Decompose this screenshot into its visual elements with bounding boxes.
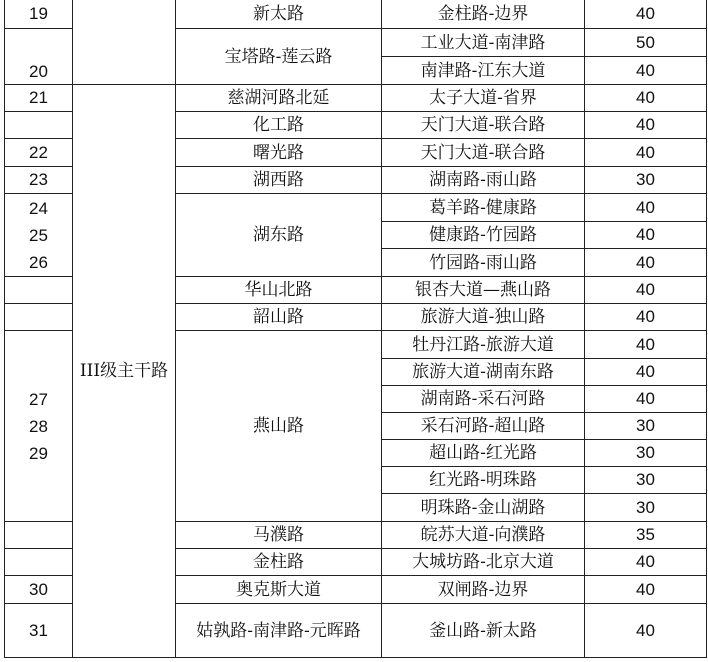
speed-limit: 40	[585, 386, 707, 413]
speed-limit: 40	[585, 249, 707, 277]
row-number: 25	[29, 225, 48, 245]
road-section: 南津路-江东大道	[382, 57, 585, 85]
road-section: 银杏大道—燕山路	[382, 277, 585, 304]
row-number	[5, 522, 73, 549]
road-section: 湖南路-采石河路	[382, 386, 585, 413]
road-name: 宝塔路-莲云路	[176, 29, 382, 85]
row-number	[5, 112, 73, 139]
row-number: 21	[5, 85, 73, 112]
road-name: 马濮路	[176, 522, 382, 549]
road-section: 旅游大道-独山路	[382, 304, 585, 331]
row-number-group	[5, 194, 73, 277]
road-section: 大城坊路-北京大道	[382, 549, 585, 576]
road-section: 工业大道-南津路	[382, 29, 585, 57]
road-section: 竹园路-雨山路	[382, 249, 585, 277]
road-section: 湖南路-雨山路	[382, 167, 585, 194]
row-number: 31	[5, 604, 73, 658]
road-section: 金柱路-边界	[382, 0, 585, 29]
road-section: 釜山路-新太路	[382, 604, 585, 658]
road-section: 葛羊路-健康路	[382, 194, 585, 222]
road-name: 韶山路	[176, 304, 382, 331]
speed-limit: 40	[585, 0, 707, 29]
row-number: 22	[5, 139, 73, 167]
road-name: 慈湖河路北延	[176, 85, 382, 112]
table-row	[5, 85, 707, 112]
road-name: 金柱路	[176, 549, 382, 576]
speed-limit: 40	[585, 222, 707, 249]
table-row	[5, 0, 707, 29]
speed-limit: 35	[585, 522, 707, 549]
road-name: 湖东路	[176, 194, 382, 277]
speed-limit: 30	[585, 494, 707, 522]
road-section: 健康路-竹园路	[382, 222, 585, 249]
speed-limit: 40	[585, 277, 707, 304]
row-number-group	[5, 331, 73, 522]
road-section: 牡丹江路-旅游大道	[382, 331, 585, 359]
row-number: 29	[29, 443, 48, 463]
speed-limit: 40	[585, 576, 707, 604]
row-number: 30	[5, 576, 73, 604]
speed-limit: 40	[585, 304, 707, 331]
road-section: 红光路-明珠路	[382, 467, 585, 494]
speed-limit: 40	[585, 112, 707, 139]
road-class-label: III级主干路	[73, 85, 176, 658]
row-number: 27	[29, 389, 48, 409]
speed-limit: 40	[585, 194, 707, 222]
speed-limit: 40	[585, 331, 707, 359]
speed-limit: 30	[585, 167, 707, 194]
row-number: 20	[5, 29, 73, 85]
row-number	[5, 277, 73, 304]
road-name: 湖西路	[176, 167, 382, 194]
road-section: 旅游大道-湖南东路	[382, 359, 585, 386]
row-number: 26	[29, 252, 48, 272]
road-section: 天门大道-联合路	[382, 139, 585, 167]
speed-limit: 40	[585, 549, 707, 576]
row-number	[5, 304, 73, 331]
road-section: 采石河路-超山路	[382, 413, 585, 440]
road-name: 华山北路	[176, 277, 382, 304]
row-number: 19	[5, 0, 73, 29]
speed-limit: 40	[585, 57, 707, 85]
speed-limit: 30	[585, 413, 707, 440]
row-number: 28	[29, 416, 48, 436]
road-name: 姑孰路-南津路-元晖路	[176, 604, 382, 658]
road-speed-table	[4, 0, 707, 658]
road-section: 明珠路-金山湖路	[382, 494, 585, 522]
road-class-cell	[73, 0, 176, 85]
speed-limit: 50	[585, 29, 707, 57]
road-name: 新太路	[176, 0, 382, 29]
speed-limit: 40	[585, 85, 707, 112]
road-name: 燕山路	[176, 331, 382, 522]
row-number: 23	[5, 167, 73, 194]
road-name: 曙光路	[176, 139, 382, 167]
speed-limit: 30	[585, 440, 707, 467]
road-section: 双闸路-边界	[382, 576, 585, 604]
road-section: 超山路-红光路	[382, 440, 585, 467]
row-number: 24	[29, 198, 48, 218]
speed-limit: 30	[585, 467, 707, 494]
road-section: 天门大道-联合路	[382, 112, 585, 139]
speed-limit: 40	[585, 359, 707, 386]
road-name: 化工路	[176, 112, 382, 139]
speed-limit: 40	[585, 139, 707, 167]
road-section: 太子大道-省界	[382, 85, 585, 112]
row-number	[5, 549, 73, 576]
road-section: 皖苏大道-向濮路	[382, 522, 585, 549]
road-name: 奥克斯大道	[176, 576, 382, 604]
speed-limit: 40	[585, 604, 707, 658]
